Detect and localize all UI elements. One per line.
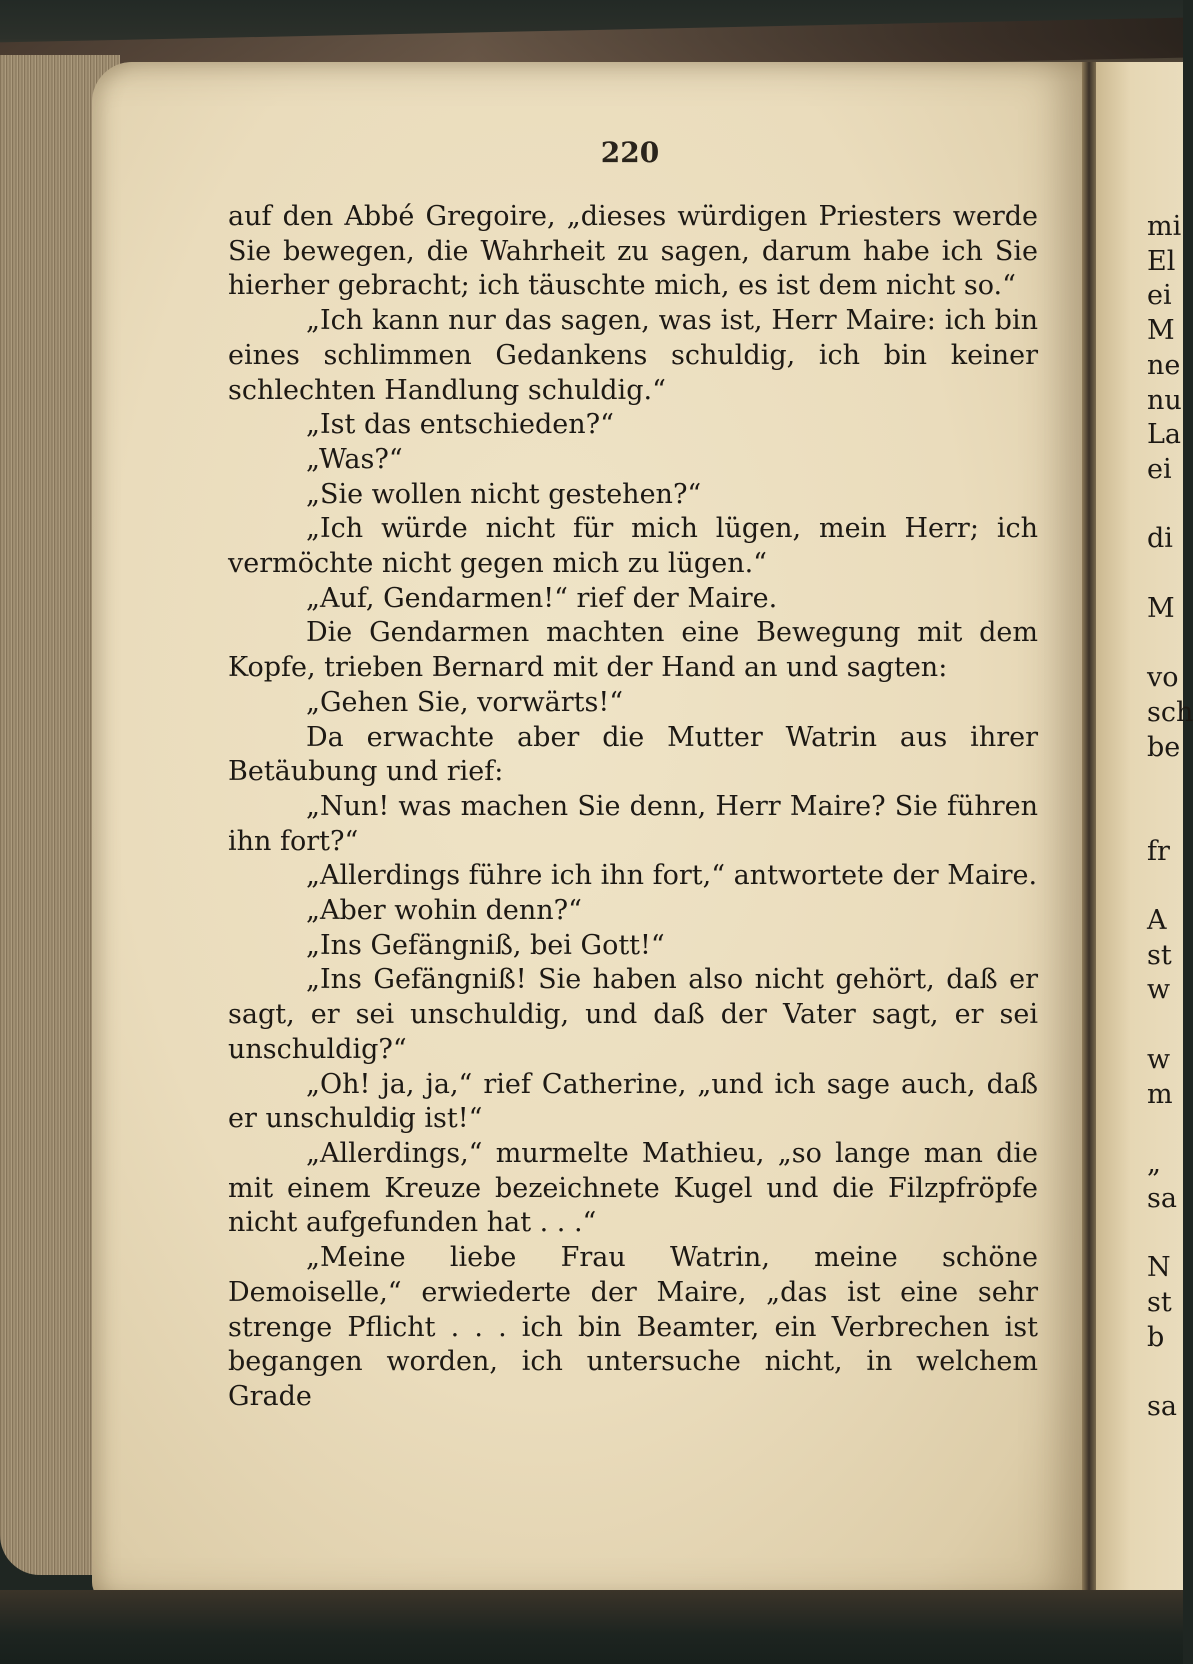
fragment [1147, 869, 1187, 904]
fragment: A [1147, 905, 1167, 937]
fragment: st [1147, 1286, 1172, 1318]
fragment: di [1147, 523, 1173, 555]
fragment: N [1147, 1252, 1171, 1284]
fragment: El [1147, 245, 1176, 277]
fragment [1147, 488, 1187, 523]
fragment: mi [1147, 211, 1182, 242]
fragment [1147, 626, 1187, 661]
paragraph: „Allerdings führe ich ihn fort,“ antwortete der Maire. [306, 860, 1038, 892]
paragraph: „Gehen Sie, vorwärts!“ [306, 686, 624, 718]
fragment: st [1147, 939, 1172, 971]
paragraph: „Auf, Gendarmen!“ rief der Maire. [306, 582, 778, 614]
fragment: ei [1147, 453, 1172, 485]
paragraph: „Meine liebe Frau Watrin, meine schöne Demoiselle,“ erwiederte der Maire, „das ist eine sehr strenge Pflicht . . . ich bin Beamter, ein Verbrechen ist begangen worden, ich untersuche nicht, in welchem Grade [228, 1242, 1038, 1412]
paragraph: „Allerdings,“ murmelte Mathieu, „so lange man die mit einem Kreuze bezeichnete Kugel und die Filzpfröpfe nicht aufgefunden hat . . .“ [228, 1137, 1038, 1239]
fragment: w [1147, 974, 1171, 1006]
page-number: 220 [600, 136, 660, 169]
paragraph: „Nun! was machen Sie denn, Herr Maire? Sie führen ihn fort?“ [228, 790, 1038, 857]
fragment: sa [1147, 1390, 1177, 1422]
fragment: sch [1147, 696, 1193, 728]
fragment: m [1147, 1078, 1173, 1110]
paragraph: „Sie wollen nicht gestehen?“ [306, 478, 702, 510]
paragraph: „Ins Gefängniß! Sie haben also nicht gehört, daß er sagt, er sei unschuldig, und daß der Vater sagt, er sei unschuldig?“ [228, 964, 1038, 1065]
paragraph: Da erwachte aber die Mutter Watrin aus ihrer Betäubung und rief: [228, 721, 1038, 788]
fragment: be [1147, 731, 1181, 763]
fragment: fr [1147, 835, 1170, 867]
fragment: sa [1147, 1182, 1177, 1214]
paragraph: auf den Abbé Gregoire, „dieses würdigen Priesters werde Sie bewegen, die Wahrheit zu sagen, darum habe ich Sie hierher gebracht; ich täuschte mich, es ist dem nicht so.“ [228, 201, 1038, 302]
fragment: ei [1147, 280, 1172, 312]
paragraph: „Aber wohin denn?“ [306, 895, 582, 927]
fragment [1147, 800, 1187, 835]
book-bottom-edge [0, 1590, 1183, 1664]
fragment: w [1147, 1043, 1171, 1075]
fragment: b [1147, 1321, 1165, 1353]
fragment: nu [1147, 384, 1182, 416]
fragment [1147, 1112, 1187, 1147]
paragraph: „Ist das entschieden?“ [306, 409, 614, 441]
fragment: vo [1147, 662, 1179, 694]
paragraph: „Ich würde nicht für mich lügen, mein Herr; ich vermöchte nicht gegen mich zu lügen.“ [228, 513, 1038, 580]
fragment: La [1147, 419, 1182, 451]
next-page-text-fragments [1147, 210, 1193, 1425]
fragment [1147, 1216, 1187, 1251]
paragraph: Die Gendarmen machten eine Bewegung mit dem Kopfe, trieben Bernard mit der Hand an und sagten: [228, 617, 1038, 684]
fragment [1147, 1008, 1187, 1043]
fragment [1147, 557, 1187, 592]
fragment: ne [1147, 349, 1181, 381]
paragraph: „Ins Gefängniß, bei Gott!“ [306, 929, 665, 961]
fragment: M [1147, 315, 1175, 347]
book-gutter [1082, 62, 1096, 1602]
paragraph: „Ich kann nur das sagen, was ist, Herr Maire: ich bin eines schlimmen Gedankens schuldig, ich bin keiner schlechten Handlung schuldig.“ [228, 305, 1038, 406]
fragment: M [1147, 592, 1175, 624]
fragment [1147, 1355, 1187, 1390]
paragraph: „Oh! ja, ja,“ rief Catherine, „und ich sage auch, daß er unschuldig ist!“ [228, 1068, 1038, 1135]
fragment: „ [1147, 1147, 1161, 1179]
page-text [228, 200, 1038, 1415]
fragment [1147, 765, 1187, 800]
paragraph: „Was?“ [306, 443, 403, 475]
